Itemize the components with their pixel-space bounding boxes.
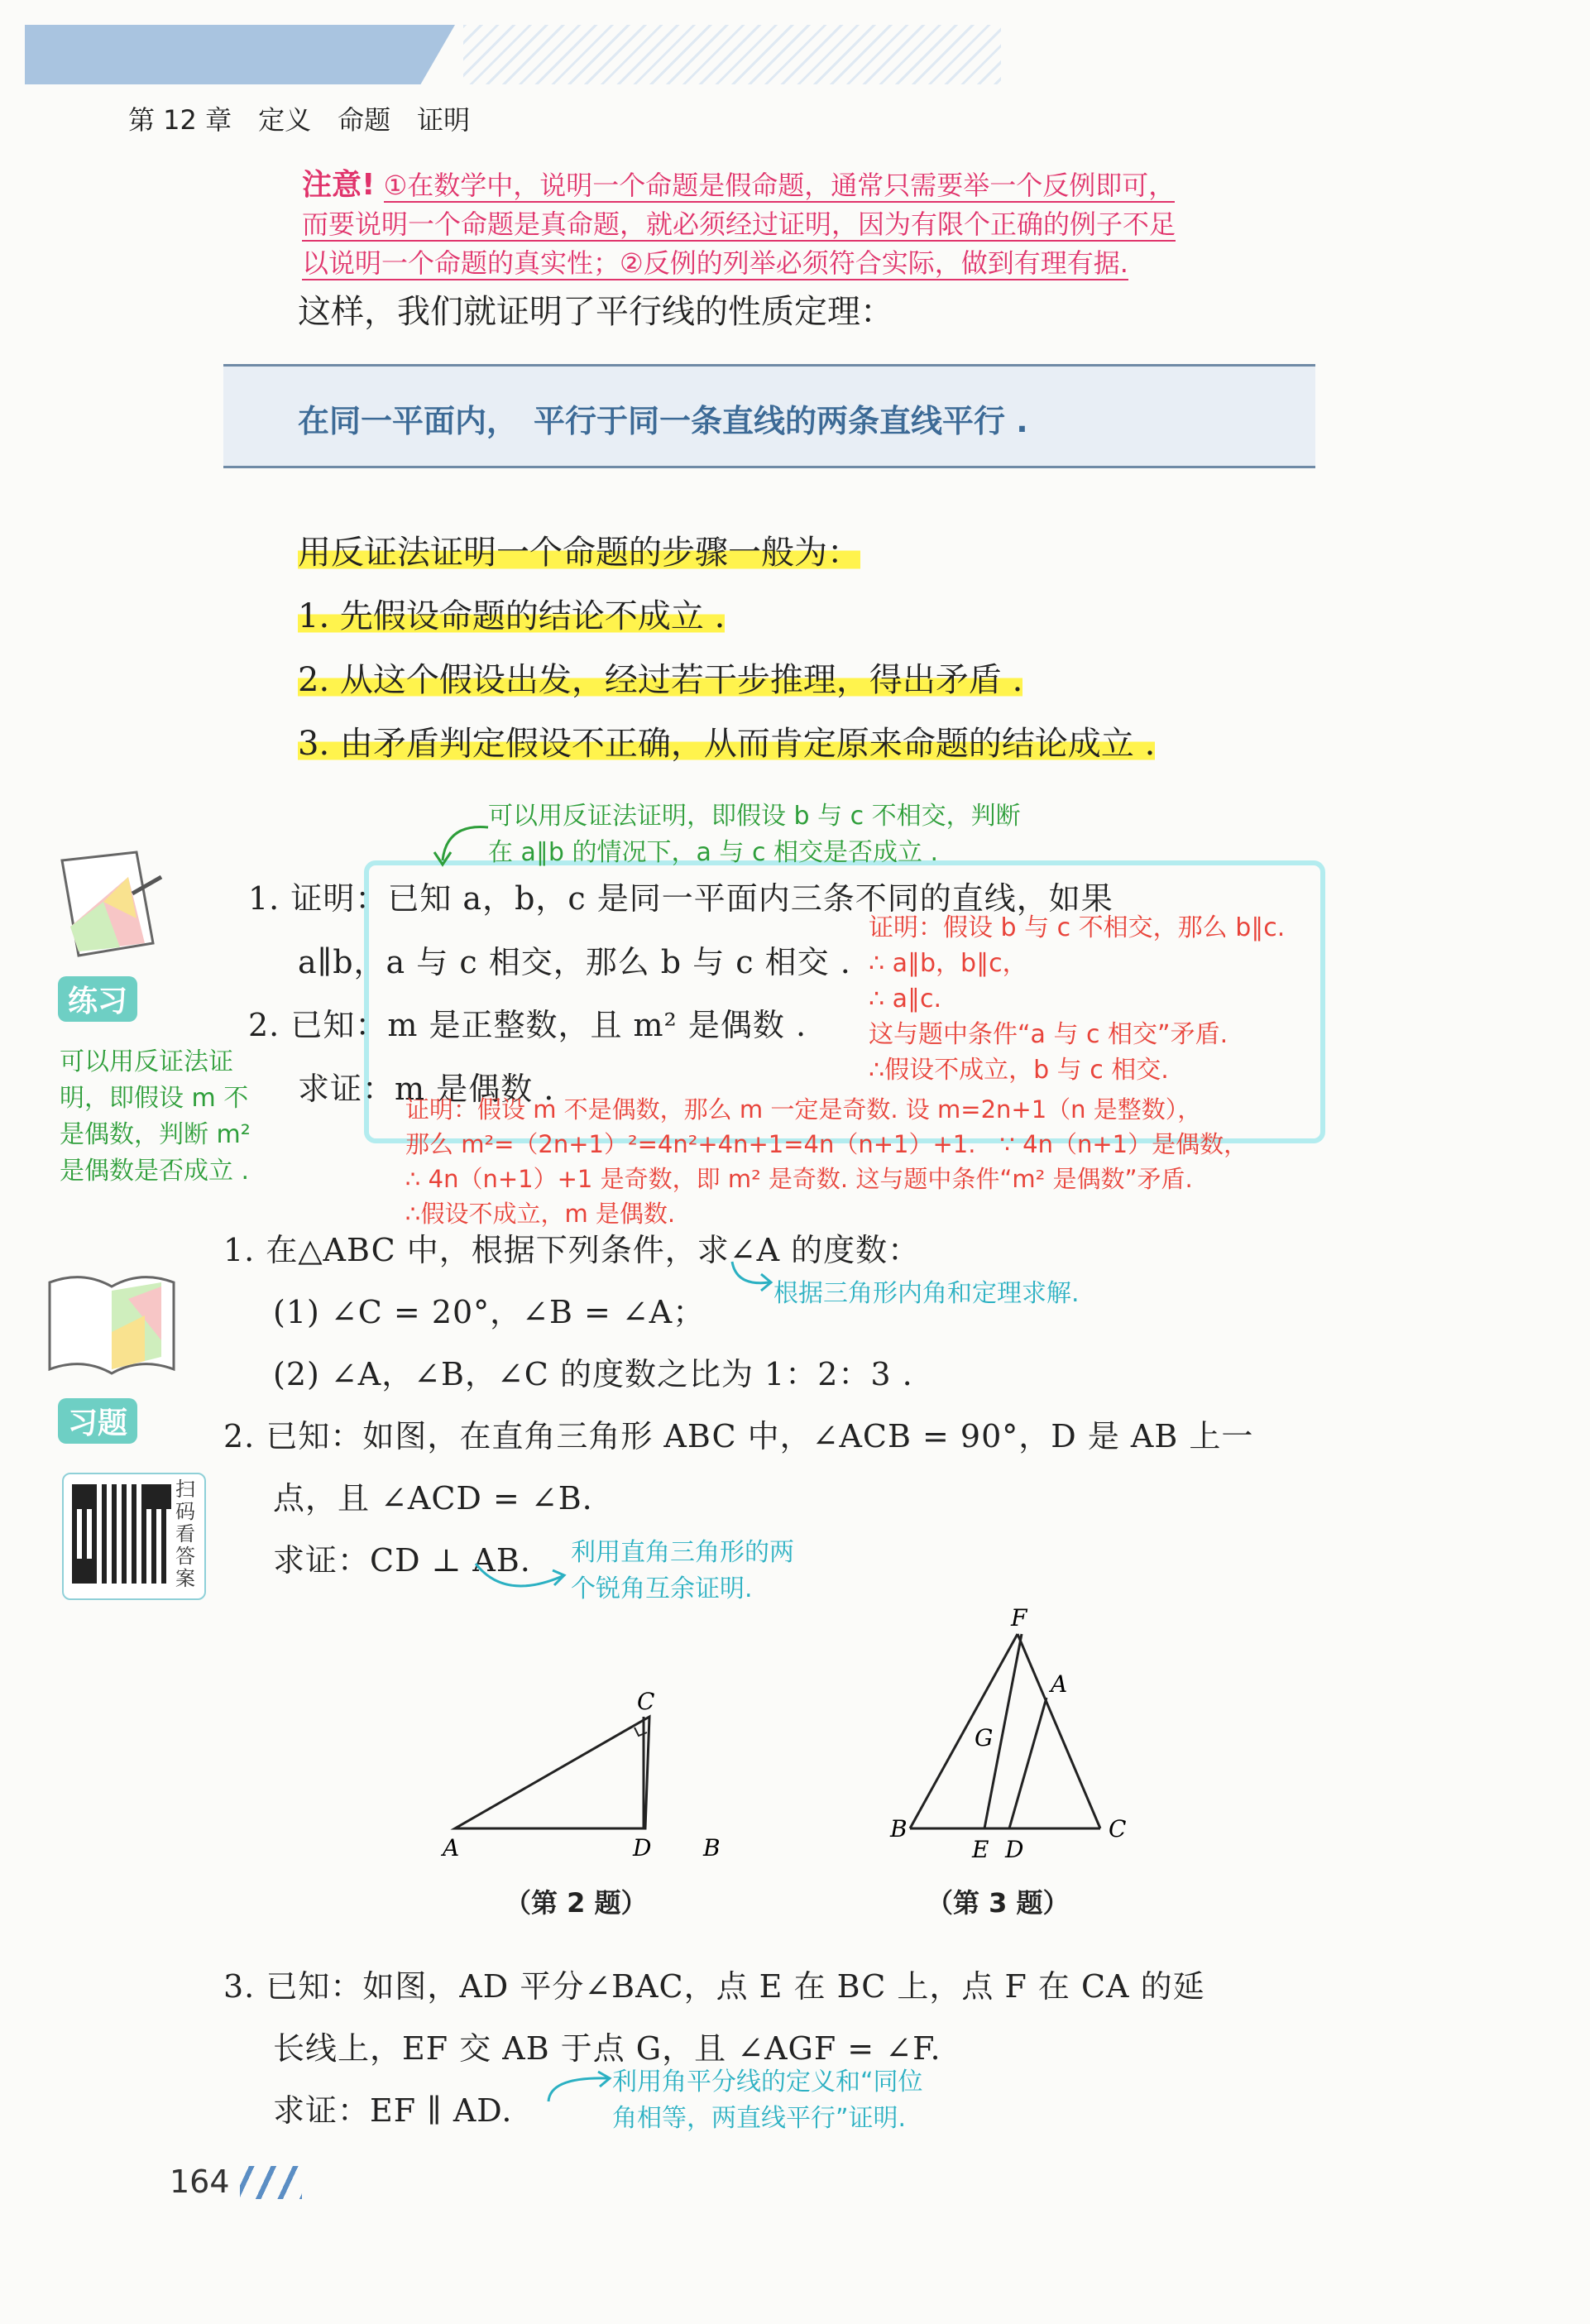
step-3: 3. 由矛盾判定假设不正确，从而肯定原来命题的结论成立 . bbox=[298, 725, 1156, 763]
note-line-3: 以说明一个命题的真实性；②反例的列举必须符合实际，做到有理有据. bbox=[302, 247, 1128, 279]
step-1: 1. 先假设命题的结论不成立 . bbox=[298, 597, 726, 635]
proof-1-line2: ∴ a∥b，b∥c， bbox=[869, 949, 1027, 978]
exercise-3-line2: 长线上，EF 交 AB 于点 G，且 ∠AGF = ∠F. bbox=[273, 2030, 941, 2067]
fig3-side-bf bbox=[910, 1634, 1018, 1828]
exercise-1-hint: 根据三角形内角和定理求解. bbox=[773, 1279, 1080, 1308]
hint-arrow-e2 bbox=[472, 1555, 571, 1605]
figure-2 bbox=[430, 1688, 745, 1870]
fig2-label-a: A bbox=[443, 1834, 460, 1862]
exercise-3-hint-line1: 利用角平分线的定义和“同位 bbox=[612, 2068, 923, 2096]
exercise-1: 1. 在△ABC 中，根据下列条件，求∠A 的度数： bbox=[223, 1232, 921, 1268]
proof-2-line1: 证明：假设 m 不是偶数，那么 m 一定是奇数. 设 m=2n+1（n 是整数）， bbox=[405, 1095, 1202, 1124]
intro-text: 这样，我们就证明了平行线的性质定理： bbox=[298, 293, 893, 331]
steps-title: 用反证法证明一个命题的步骤一般为： bbox=[298, 534, 860, 572]
proof-2-line2: 那么 m²=（2n+1）²=4n²+4n+1=4n（n+1）+1. ∵ 4n（n+1）是偶数， bbox=[405, 1130, 1248, 1158]
fig2-triangle bbox=[455, 1717, 649, 1828]
exercise-2-line2: 点，且 ∠ACD = ∠B. bbox=[273, 1480, 593, 1517]
page-number: 164 bbox=[170, 2163, 230, 2200]
exercise-2-hint-line1: 利用直角三角形的两 bbox=[571, 1538, 794, 1567]
hint-arrow-e3 bbox=[542, 2068, 616, 2110]
header-stripes bbox=[463, 25, 1001, 84]
practice-book-icon bbox=[54, 844, 170, 971]
practice-q2-line1: 2. 已知：m 是正整数，且 m² 是偶数 . bbox=[248, 1007, 807, 1043]
practice-q2-line2: 求证：m 是偶数 . bbox=[298, 1071, 555, 1107]
note-block bbox=[302, 165, 1328, 283]
qr-code-card bbox=[62, 1473, 206, 1600]
exercise-3-line3: 求证：EF ∥ AD. bbox=[273, 2092, 513, 2129]
exercise-2-line1: 2. 已知：如图，在直角三角形 ABC 中，∠ACB = 90°，D 是 AB 上一 bbox=[223, 1418, 1254, 1454]
practice-q1-line2: a∥b，a 与 c 相交，那么 b 与 c 相交 . bbox=[298, 944, 851, 980]
note-line-1: ①在数学中，说明一个命题是假命题，通常只需要举一个反例即可， bbox=[383, 170, 1176, 201]
practice-proof-1 bbox=[869, 910, 1285, 1088]
fig2-label-b: B bbox=[703, 1834, 721, 1862]
fig3-side-ca bbox=[1018, 1634, 1100, 1828]
qr-code-icon[interactable] bbox=[72, 1484, 171, 1584]
practice-hint-2-line2: 明，即假设 m 不 bbox=[60, 1084, 249, 1113]
fig3-label-d: D bbox=[1005, 1836, 1024, 1863]
fig3-label-c: C bbox=[1109, 1815, 1127, 1842]
exercise-2-hint-line2: 个锐角互余证明. bbox=[571, 1574, 753, 1603]
fig2-right-angle bbox=[635, 1727, 647, 1736]
practice-hint-2-line3: 是偶数，判断 m² bbox=[60, 1120, 251, 1149]
fig2-label-d: D bbox=[633, 1834, 652, 1862]
figure-3 bbox=[885, 1605, 1150, 1878]
practice-hint-2 bbox=[60, 1044, 251, 1190]
fig3-label-e: E bbox=[972, 1836, 989, 1863]
hint-arrow-1 bbox=[422, 819, 496, 869]
header-band bbox=[25, 25, 455, 84]
fig3-label-a: A bbox=[1051, 1670, 1068, 1698]
exercise-2-hint bbox=[571, 1535, 794, 1608]
figure-3-caption: （第 3 题） bbox=[927, 1887, 1070, 1919]
exercise-1b: (2) ∠A，∠B，∠C 的度数之比为 1：2：3 . bbox=[273, 1356, 913, 1392]
proof-2-line4: ∴假设不成立，m 是偶数. bbox=[405, 1200, 676, 1228]
practice-tag: 练习 bbox=[58, 976, 137, 1022]
practice-hint-2-line4: 是偶数是否成立 . bbox=[60, 1157, 250, 1186]
chapter-title: 第 12 章 定义 命题 证明 bbox=[128, 104, 471, 136]
exercise-3-line1: 3. 已知：如图，AD 平分∠BAC，点 E 在 BC 上，点 F 在 CA 的延 bbox=[223, 1968, 1205, 2005]
practice-hint-1-line2: 在 a∥b 的情况下，a 与 c 相交是否成立 . bbox=[488, 838, 939, 867]
note-line-2: 而要说明一个命题是真命题，就必须经过证明，因为有限个正确的例子不足 bbox=[302, 208, 1176, 240]
page-number-slashes bbox=[240, 2166, 302, 2199]
practice-hint-1 bbox=[488, 798, 1021, 871]
fig3-label-f: F bbox=[1011, 1605, 1027, 1632]
hint-arrow-e1 bbox=[728, 1258, 778, 1299]
fig3-label-b: B bbox=[890, 1815, 908, 1842]
exercise-1a: (1) ∠C = 20°，∠B = ∠A； bbox=[273, 1294, 706, 1330]
figure-2-caption: （第 2 题） bbox=[505, 1887, 648, 1919]
exercise-tag: 习题 bbox=[58, 1398, 137, 1444]
practice-hint-1-line1: 可以用反证法证明，即假设 b 与 c 不相交，判断 bbox=[488, 802, 1021, 831]
proof-2-line3: ∴ 4n（n+1）+1 是奇数，即 m² 是奇数. 这与题中条件“m² 是偶数”矛盾. bbox=[405, 1165, 1193, 1193]
practice-hint-2-line1: 可以用反证法证 bbox=[60, 1047, 233, 1076]
step-2: 2. 从这个假设出发，经过若干步推理，得出矛盾 . bbox=[298, 661, 1023, 699]
practice-q1-line1: 1. 证明：已知 a，b，c 是同一平面内三条不同的直线，如果 bbox=[248, 880, 1113, 917]
practice-proof-2 bbox=[405, 1092, 1248, 1231]
fig3-line-ad bbox=[1009, 1698, 1046, 1828]
proof-1-line4: 这与题中条件“a 与 c 相交”矛盾. bbox=[869, 1020, 1228, 1049]
proof-1-line1: 证明：假设 b 与 c 不相交，那么 b∥c. bbox=[869, 913, 1286, 942]
exercise-3-hint-line2: 角相等，两直线平行”证明. bbox=[612, 2104, 907, 2133]
exercise-book-icon bbox=[45, 1266, 178, 1385]
steps-block bbox=[298, 521, 1155, 776]
qr-code-label: 扫码看答案 bbox=[175, 1478, 195, 1590]
fig2-label-c: C bbox=[637, 1688, 655, 1715]
exercise-2-line3: 求证：CD ⊥ AB. bbox=[273, 1542, 531, 1579]
theorem-box bbox=[223, 364, 1315, 468]
theorem-text: 在同一平面内， 平行于同一条直线的两条直线平行 . bbox=[298, 403, 1028, 439]
fig3-label-g: G bbox=[975, 1724, 994, 1751]
proof-1-line3: ∴ a∥c. bbox=[869, 985, 942, 1013]
note-label: 注意! bbox=[302, 168, 376, 202]
proof-1-line5: ∴假设不成立，b 与 c 相交. bbox=[869, 1056, 1169, 1085]
exercise-3-hint bbox=[612, 2064, 923, 2137]
